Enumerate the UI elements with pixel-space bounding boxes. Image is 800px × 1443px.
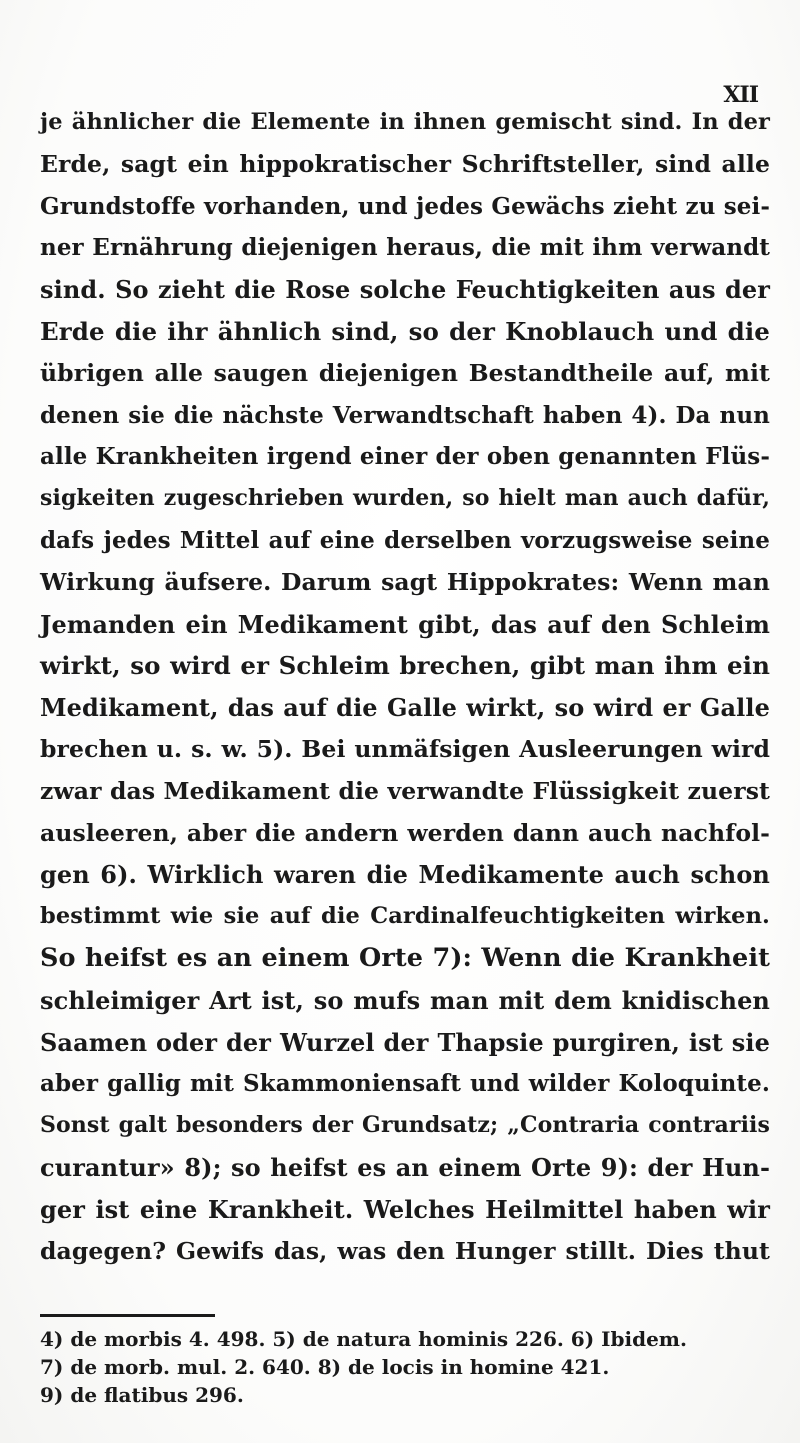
body-text xyxy=(40,102,770,1272)
footnote-divider xyxy=(40,1314,215,1317)
text-line: Jemanden ein Medikament gibt, das auf den Schleim xyxy=(40,609,770,639)
text-line: übrigen alle saugen diejenigen Bestandtheile auf, mit xyxy=(40,358,770,387)
text-line: Sonst galt besonders der Grundsatz; „Contraria contrariis xyxy=(40,1112,770,1139)
text-line: alle Krankheiten irgend einer der oben genannten Flüs- xyxy=(40,443,770,471)
text-line: schleimiger Art ist, so mufs man mit dem knidischen xyxy=(40,985,770,1015)
text-line: Grundstoffe vorhanden, und jedes Gewächs zieht zu sei- xyxy=(40,192,770,220)
text-line: Erde, sagt ein hippokratischer Schriftsteller, sind alle xyxy=(40,149,770,178)
text-line: Medikament, das auf die Galle wirkt, so wird er Galle xyxy=(40,693,770,723)
footnote-line: 4) de morbis 4. 498. 5) de natura hominis 226. 6) Ibidem. xyxy=(40,1327,687,1351)
text-line: bestimmt wie sie auf die Cardinalfeuchtigkeiten wirken. xyxy=(40,903,770,930)
text-line: ner Ernährung diejenigen heraus, die mit ihm verwandt xyxy=(40,234,770,262)
text-line: dafs jedes Mittel auf eine derselben vorzugsweise seine xyxy=(40,526,770,554)
text-line: denen sie die nächste Verwandtschaft haben 4). Da nun xyxy=(40,401,770,429)
footnote-line: 9) de flatibus 296. xyxy=(40,1383,244,1407)
text-line: dagegen? Gewifs das, was den Hunger stillt. Dies thut xyxy=(40,1236,770,1265)
footnote-line: 7) de morb. mul. 2. 640. 8) de locis in homine 421. xyxy=(40,1355,610,1379)
text-line: aber gallig mit Skammoniensaft und wilder Koloquinte. xyxy=(40,1070,770,1098)
text-line: curantur» 8); so heifst es an einem Orte 9): der Hun- xyxy=(40,1152,770,1182)
page-number: XII xyxy=(723,82,758,108)
text-line: sind. So zieht die Rose solche Feuchtigkeiten aus der xyxy=(40,275,770,305)
text-line: Erde die ihr ähnlich sind, so der Knoblauch und die xyxy=(40,316,770,346)
text-line: zwar das Medikament die verwandte Flüssigkeit zuerst xyxy=(40,776,770,805)
text-line: brechen u. s. w. 5). Bei unmäfsigen Ausleerungen wird xyxy=(40,734,770,763)
text-line: ausleeren, aber die andern werden dann auch nachfol- xyxy=(40,818,770,847)
text-line: gen 6). Wirklich waren die Medikamente auch schon xyxy=(40,860,770,890)
text-line: sigkeiten zugeschrieben wurden, so hielt man auch dafür, xyxy=(40,485,770,512)
footnotes xyxy=(40,1325,770,1409)
text-line: je ähnlicher die Elemente in ihnen gemischt sind. In der xyxy=(40,109,770,135)
text-line: Wirkung äufsere. Darum sagt Hippokrates: Wenn man xyxy=(40,567,770,596)
text-line: Saamen oder der Wurzel der Thapsie purgiren, ist sie xyxy=(40,1027,770,1057)
text-line: So heifst es an einem Orte 7): Wenn die Krankheit xyxy=(40,942,770,973)
text-line: ger ist eine Krankheit. Welches Heilmittel haben wir xyxy=(40,1194,770,1224)
text-line: wirkt, so wird er Schleim brechen, gibt man ihm ein xyxy=(40,651,770,681)
